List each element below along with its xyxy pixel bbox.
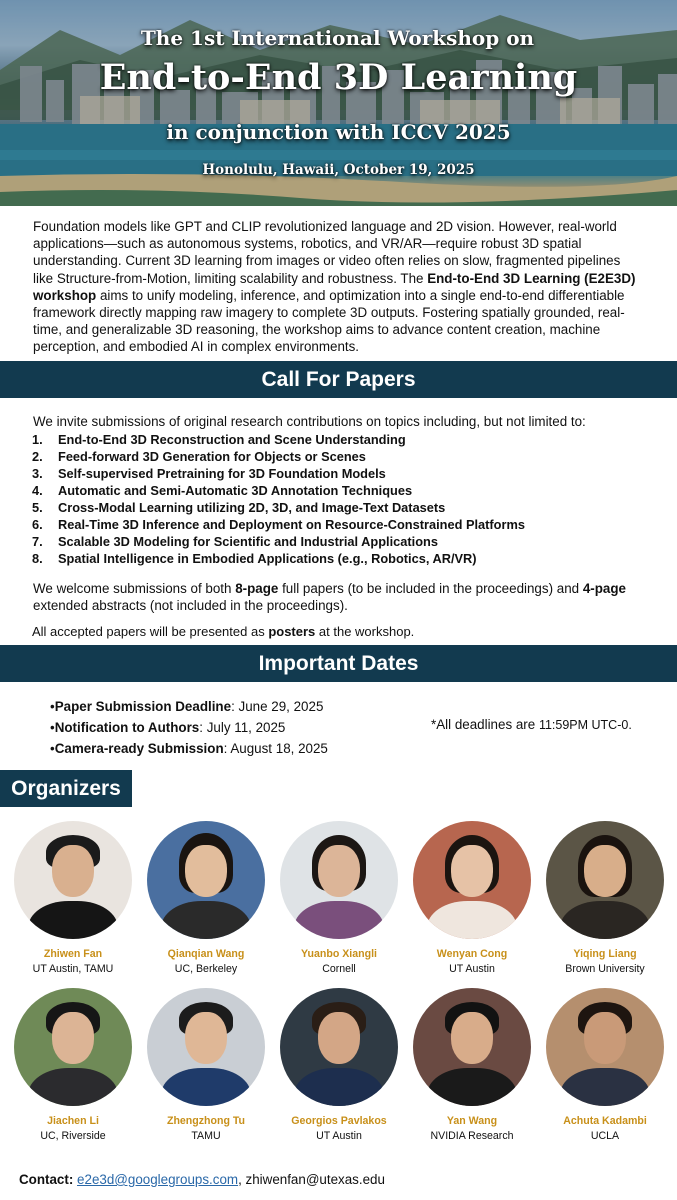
organizer-photo [14, 988, 132, 1106]
date-item [50, 717, 328, 738]
topic-number: 6. [32, 517, 43, 532]
topics-list [32, 431, 525, 567]
topic-text: Cross-Modal Learning utilizing 2D, 3D, and Image-Text Datasets [58, 500, 446, 515]
organizer-name: Qianqian Wang [167, 948, 245, 960]
organizer-name: Zhiwen Fan [43, 948, 103, 960]
conference-line: in conjunction with ICCV 2025 [166, 120, 511, 144]
hero-banner [0, 0, 677, 206]
submission-text-e: extended abstracts (not included in the proceedings). [33, 598, 348, 613]
organizer-affiliation: UT Austin [449, 963, 495, 975]
date-label: Notification to Authors [54, 720, 200, 735]
organizer-photo [413, 988, 531, 1106]
organizer-photo [413, 821, 531, 939]
organizer-affiliation: TAMU [191, 1130, 221, 1142]
call-for-papers-header: Call For Papers [0, 361, 677, 398]
deadline-note-text: *All deadlines are [431, 717, 539, 732]
topic-number: 8. [32, 551, 43, 566]
date-item [50, 738, 328, 759]
date-label: Paper Submission Deadline [54, 699, 232, 714]
topic-text: Real-Time 3D Inference and Deployment on Resource-Constrained Platforms [58, 517, 525, 532]
organizer-card [7, 821, 139, 975]
organizer-card [140, 821, 272, 975]
date-label: Camera-ready Submission [54, 741, 224, 756]
abstract-length: 4-page [582, 581, 626, 596]
organizer-card [406, 988, 538, 1142]
organizer-name: Jiachen Li [47, 1115, 99, 1127]
deadline-time: 11:59PM UTC-0. [538, 718, 632, 732]
posters-word: posters [268, 624, 316, 639]
date-value: : August 18, 2025 [223, 741, 328, 756]
topic-text: Scalable 3D Modeling for Scientific and Industrial Applications [58, 534, 438, 549]
topic-number: 3. [32, 466, 43, 481]
organizer-name: Zhengzhong Tu [166, 1115, 246, 1127]
bullet: • [50, 720, 55, 735]
organizer-card [539, 821, 671, 975]
organizer-card [539, 988, 671, 1142]
organizer-affiliation: UT Austin [316, 1130, 362, 1142]
organizer-name: Yiqing Liang [573, 948, 637, 960]
topic-item [32, 550, 525, 567]
dates-list [50, 696, 328, 759]
intro-text-2: aims to unify modeling, inference, and optimization into a single end-to-end differentiable framework directly mapping raw imagery to complete 3D outputs. Fostering spatially grounded, real-time, and generalizable 3D reasoning, the workshop aims to advance content creation, machine perception, and embodied AI in complex environments. [33, 287, 625, 355]
organizer-photo [147, 821, 265, 939]
organizer-card [273, 821, 405, 975]
posters-text [32, 624, 414, 639]
organizer-name: Yuanbo Xiangli [301, 948, 377, 960]
date-value: : June 29, 2025 [231, 699, 324, 714]
date-value: : July 11, 2025 [199, 720, 286, 735]
workshop-subtitle: The 1st International Workshop on [140, 26, 535, 50]
organizer-affiliation: Brown University [565, 963, 645, 975]
organizers-header: Organizers [0, 770, 132, 807]
topic-text: Spatial Intelligence in Embodied Applications (e.g., Robotics, AR/VR) [58, 551, 477, 566]
organizer-photo [280, 988, 398, 1106]
organizer-photo [546, 821, 664, 939]
important-dates-header: Important Dates [0, 645, 677, 682]
organizer-affiliation: Cornell [322, 963, 356, 975]
organizer-affiliation: UC, Riverside [40, 1130, 106, 1142]
contact-email-link[interactable]: e2e3d@googlegroups.com [77, 1172, 239, 1187]
topic-number: 2. [32, 449, 43, 464]
topic-item [32, 431, 525, 448]
contact-label: Contact: [19, 1172, 74, 1187]
organizer-name: Wenyan Cong [436, 948, 508, 960]
location-date: Honolulu, Hawaii, October 19, 2025 [202, 162, 475, 178]
cfp-intro: We invite submissions of original research contributions on topics including, but not limited to: [33, 414, 586, 429]
organizer-card [273, 988, 405, 1142]
organizer-card [140, 988, 272, 1142]
topic-number: 1. [32, 432, 43, 447]
date-item [50, 696, 328, 717]
organizer-affiliation: UT Austin, TAMU [32, 963, 114, 975]
contact-separator: , [238, 1172, 242, 1187]
full-paper-length: 8-page [235, 581, 279, 596]
topic-text: Automatic and Semi-Automatic 3D Annotation Techniques [58, 483, 413, 498]
topic-item [32, 465, 525, 482]
organizer-name: Georgios Pavlakos [291, 1115, 387, 1127]
submission-text-a: We welcome submissions of both [33, 581, 236, 596]
posters-text-c: at the workshop. [315, 624, 415, 639]
organizer-photo [147, 988, 265, 1106]
topic-text: End-to-End 3D Reconstruction and Scene Understanding [58, 432, 406, 447]
bullet: • [50, 699, 55, 714]
contact-email-secondary: zhiwenfan@utexas.edu [245, 1172, 385, 1187]
deadline-note [431, 717, 632, 732]
topic-text: Feed-forward 3D Generation for Objects or Scenes [58, 449, 366, 464]
organizer-affiliation: UC, Berkeley [174, 963, 238, 975]
contact-line [19, 1172, 385, 1187]
submission-format-text [33, 580, 643, 614]
intro-text-1: Foundation models like GPT and CLIP revolutionized language and 2D vision. However, real-world applications—such as autonomous systems, robotics, and VR/AR—require robust 3D spatial understanding. Current 3D learning from images or video often relies on slow, fragmented pipelines like Structure-from-Motion, limiting scalability and robustness. The [33, 219, 621, 286]
submission-text-c: full papers (to be included in the proceedings) and [278, 581, 583, 596]
organizer-photo [280, 821, 398, 939]
intro-workshop-name: End-to-End 3D Learning (E2E3D) workshop [33, 270, 636, 303]
topic-number: 4. [32, 483, 43, 498]
organizer-affiliation: NVIDIA Research [430, 1130, 514, 1142]
organizer-name: Yan Wang [446, 1115, 498, 1127]
organizer-card [7, 988, 139, 1142]
bullet: • [50, 741, 55, 756]
workshop-title: End-to-End 3D Learning [99, 57, 578, 98]
topic-item [32, 482, 525, 499]
topic-number: 7. [32, 534, 43, 549]
topic-item [32, 499, 525, 516]
organizer-photo [14, 821, 132, 939]
organizer-affiliation: UCLA [590, 1130, 620, 1142]
organizer-name: Achuta Kadambi [563, 1115, 647, 1127]
organizer-photo [546, 988, 664, 1106]
posters-text-a: All accepted papers will be presented as [32, 624, 269, 639]
topic-item [32, 516, 525, 533]
topic-item [32, 533, 525, 550]
organizer-card [406, 821, 538, 975]
intro-paragraph [33, 218, 643, 356]
topic-text: Self-supervised Pretraining for 3D Foundation Models [58, 466, 386, 481]
topic-number: 5. [32, 500, 43, 515]
topic-item [32, 448, 525, 465]
